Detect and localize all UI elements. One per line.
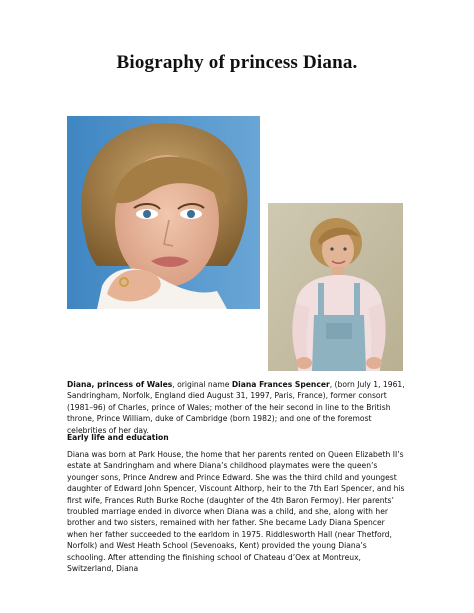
intro-text-1: , original name bbox=[172, 380, 232, 389]
intro-paragraph bbox=[67, 379, 407, 436]
portrait-photo-overalls bbox=[268, 203, 403, 371]
page-title: Biography of princess Diana. bbox=[116, 52, 358, 73]
birth-name: Diana Frances Spencer bbox=[231, 380, 330, 389]
intro-text-2: , (born July 1, 1961, Sandringham, Norfolk, England died August 31, 1997, Paris, France), former consort (1981–96) of Charles, prince of Wales; mother of the heir second in line to the British throne, Prince William, duke of Cambridge (born 1982); and one of the foremost celebrities of her day. bbox=[67, 380, 405, 435]
subject-name: Diana, princess of Wales bbox=[67, 380, 173, 389]
section-body-paragraph: Diana was born at Park House, the home that her parents rented on Queen Elizabeth II’s estate at Sandringham and where Diana’s childhood playmates were the queen’s younger sons, Prince Andrew and Prince Edward. She was the third child and youngest daughter of Edward John Spencer, Viscount Althorp, heir to the 7th Earl Spencer, and his first wife, Frances Ruth Burke Roche (daughter of the 4th Baron Fermoy). Her parents’ troubled marriage ended in divorce when Diana was a child, and she, along with her brother and two sisters, remained with her father. She became Lady Diana Spencer when her father succeeded to the earldom in 1975. Riddlesworth Hall (near Thetford, Norfolk) and West Heath School (Sevenoaks, Kent) provided the young Diana’s schooling. After attending the finishing school of Chateau d’Oex at Montreux, Switzerland, Diana bbox=[67, 450, 405, 574]
portrait-photo-closeup bbox=[67, 116, 260, 309]
section-heading: Early life and education bbox=[67, 433, 169, 442]
